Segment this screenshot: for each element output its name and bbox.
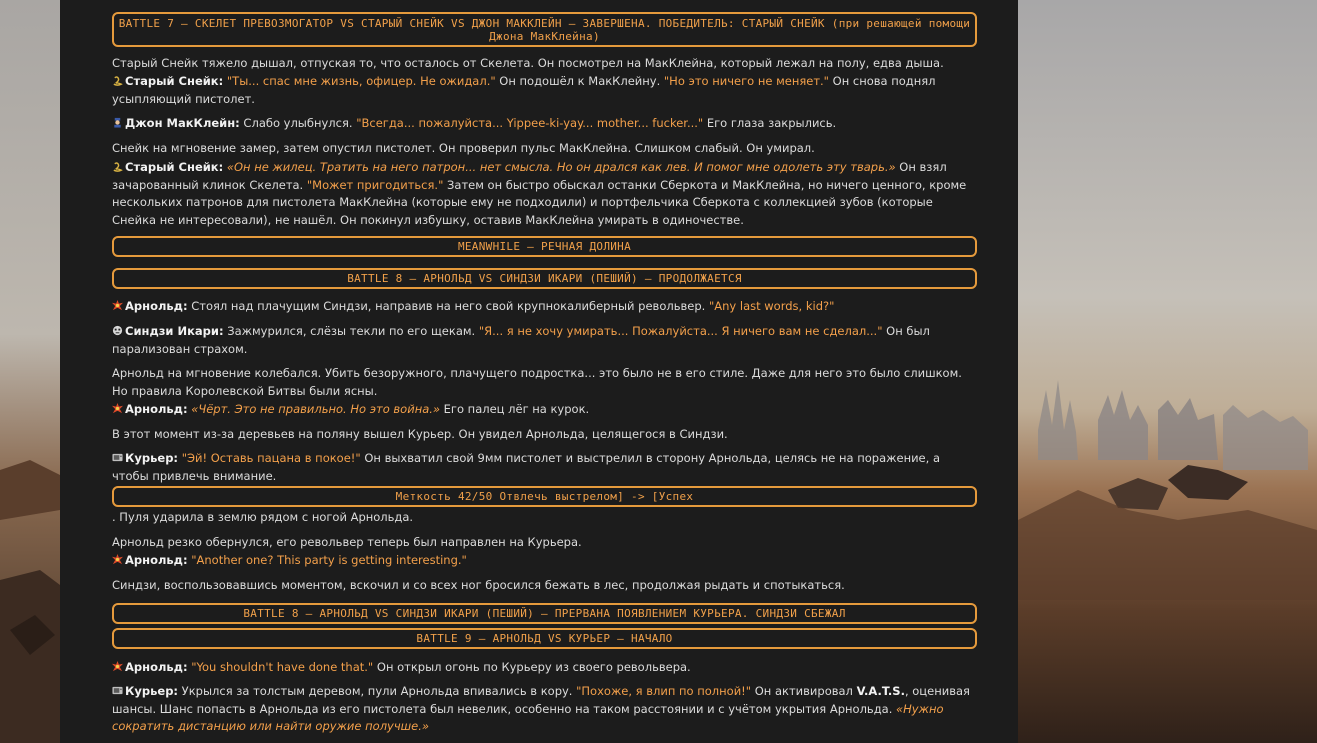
dialogue-paragraph: Курьер: Укрылся за толстым деревом, пули Арнольда впивались в кору. "Похоже, я влип по полной!" Он активировал V.A.T.S., оценивая шансы. Шанс попасть в Арнольда из его пистолета был невелик, особенно на таком расстоянии и с учётом укрытия Арнольда. «Нужно сократить дистанцию или найти оружие получше.» (112, 684, 970, 733)
speaker-name: Курьер: (125, 684, 179, 698)
skill-check-box (112, 486, 977, 507)
narration-paragraph: В этот момент из-за деревьев на поляну вышел Курьер. Он увидел Арнольда, целящегося в Синдзи. (112, 427, 728, 441)
pipboy-icon (112, 685, 123, 696)
face-icon (112, 325, 123, 336)
policeman-icon (112, 117, 123, 128)
chat-panel (60, 0, 1018, 743)
speaker-name: Арнольд: (125, 660, 188, 674)
battle-status-box (112, 603, 977, 624)
snake-icon (112, 75, 123, 86)
explosion-icon (112, 403, 123, 414)
speaker-name: Арнольд: (125, 299, 188, 313)
pipboy-icon (112, 452, 123, 463)
narration-paragraph: Снейк на мгновение замер, затем опустил пистолет. Он проверил пульс МакКлейна. Слишком слабый. Он умирал. (112, 141, 815, 155)
narration-paragraph: Синдзи, воспользовавшись моментом, вскочил и со всех ног бросился бежать в лес, продолжая рыдать и спотыкаться. (112, 578, 845, 592)
battle-status-box (112, 628, 977, 649)
battle-status-box (112, 12, 977, 47)
scene-change-box (112, 236, 977, 257)
dialogue-paragraph: Курьер: "Эй! Оставь пацана в покое!" Он выхватил свой 9мм пистолет и выстрелил в сторону Арнольда, целясь не на поражение, а чтобы привлечь внимание. (112, 451, 940, 483)
dialogue-paragraph: Арнольд: "Another one? This party is getting interesting." (112, 552, 980, 570)
speaker-name: Арнольд: (125, 553, 188, 567)
dialogue-paragraph: Старый Снейк: «Он не жилец. Тратить на него патрон... нет смысла. Но он дрался как лев. И помог мне одолеть эту тварь.» Он взял зачарованный клинок Скелета. "Может пригодиться." Затем он быстро обыскал останки Сберкота и МакКлейна, но ничего ценного, кроме нескольких патронов для пистолета МакКлейна (которые ему не подходили) и портфельчика Сберкота с коллекцией зубов (которые Снейка не интересовали), не нашёл. Он покинул избушку, оставив МакКлейна умирать в одиночестве. (112, 160, 967, 227)
battle-status-box (112, 268, 977, 289)
dialogue-paragraph: Синдзи Икари: Зажмурился, слёзы текли по его щекам. "Я... я не хочу умирать... Пожалуйста... Я ничего вам не сделал..." Он был парализован страхом. (112, 324, 930, 356)
narration-paragraph: Арнольд на мгновение колебался. Убить безоружного, плачущего подростка... это было не в его стиле. Даже для него это было слишком. Но правила Королевской Битвы были ясны. (112, 366, 962, 398)
battle-status-text: BATTLE 8 – АРНОЛЬД VS СИНДЗИ ИКАРИ (ПЕШИЙ) – ПРОДОЛЖАЕТСЯ (347, 272, 742, 285)
explosion-icon (112, 661, 123, 672)
battle-status-text: BATTLE 8 – АРНОЛЬД VS СИНДЗИ ИКАРИ (ПЕШИЙ) – ПРЕРВАНА ПОЯВЛЕНИЕМ КУРЬЕРА. СИНДЗИ СБЕЖАЛ (243, 607, 846, 620)
speaker-name: Старый Снейк: (125, 160, 224, 174)
skill-check-text: Меткость 42/50 Отвлечь выстрелом] -> [Успех (395, 490, 694, 503)
scene-change-text: MEANWHILE – РЕЧНАЯ ДОЛИНА (457, 240, 632, 253)
narration-paragraph: Старый Снейк тяжело дышал, отпуская то, что осталось от Скелета. Он посмотрел на МакКлейна, который лежал на полу, едва дыша. (112, 56, 944, 70)
explosion-icon (112, 300, 123, 311)
explosion-icon (112, 554, 123, 565)
narration-paragraph: . Пуля ударила в землю рядом с ногой Арнольда. (112, 510, 414, 524)
dialogue-paragraph: Старый Снейк: "Ты... спас мне жизнь, офицер. Не ожидал." Он подошёл к МакКлейну. "Но это ничего не меняет." Он снова поднял усыпляющий пистолет. (112, 74, 936, 106)
battle-status-text: BATTLE 9 – АРНОЛЬД VS КУРЬЕР – НАЧАЛО (416, 632, 673, 645)
dialogue-paragraph: Арнольд: «Чёрт. Это не правильно. Но это война.» Его палец лёг на курок. (112, 401, 980, 419)
speaker-name: Джон МакКлейн: (125, 116, 240, 130)
desert-rocks-illustration (0, 430, 60, 743)
speaker-name: Синдзи Икари: (125, 324, 224, 338)
dialogue-paragraph: Арнольд: "You shouldn't have done that." Он открыл огонь по Курьеру из своего револьвера. (112, 659, 980, 677)
snake-icon (112, 161, 123, 172)
speaker-name: Курьер: (125, 451, 179, 465)
narration-paragraph: Арнольд резко обернулся, его револьвер теперь был направлен на Курьера. (112, 535, 582, 549)
dialogue-paragraph: Джон МакКлейн: Слабо улыбнулся. "Всегда... пожалуйста... Yippee-ki-yay... mother... fucker..." Его глаза закрылись. (112, 115, 980, 133)
desert-ruins-illustration (1018, 370, 1317, 600)
battle-status-text: BATTLE 7 – СКЕЛЕТ ПРЕВОЗМОГАТОР VS СТАРЫЙ СНЕЙК VS ДЖОН МАККЛЕЙН – ЗАВЕРШЕНА. ПОБЕДИТЕЛЬ: СТАРЫЙ СНЕЙК (при решающей помощи Джона МакКлейна) (118, 17, 971, 43)
speaker-name: Старый Снейк: (125, 74, 224, 88)
dialogue-paragraph: Арнольд: Стоял над плачущим Синдзи, направив на него свой крупнокалиберный револьвер. "Any last words, kid?" (112, 298, 980, 316)
speaker-name: Арнольд: (125, 402, 188, 416)
